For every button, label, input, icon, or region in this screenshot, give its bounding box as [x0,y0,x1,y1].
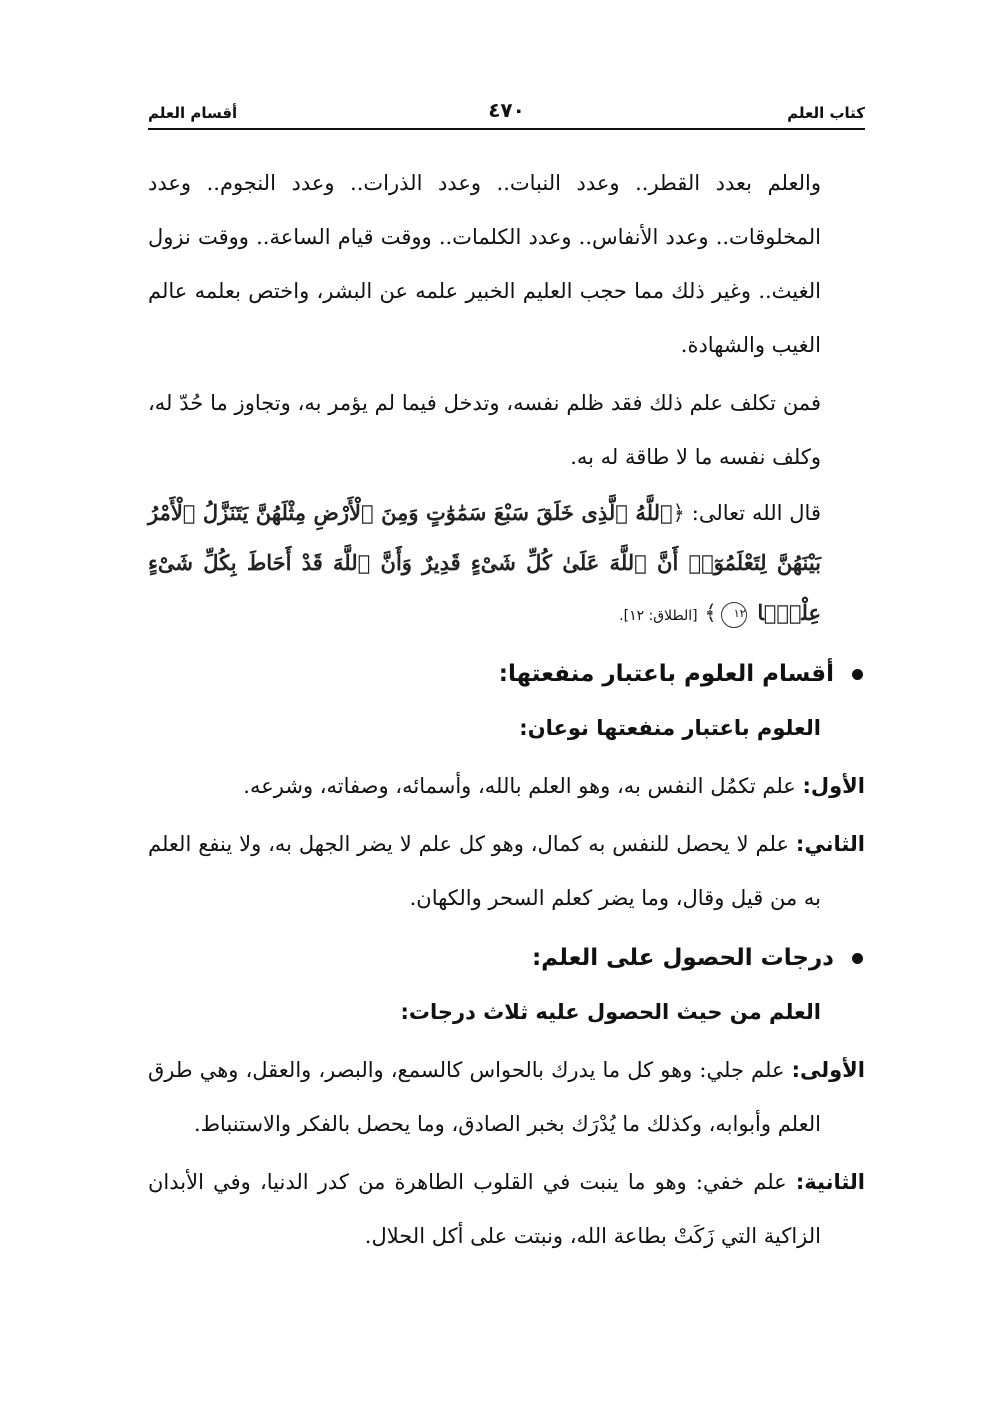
list-item-thaniya [148,1155,865,1263]
paragraph-unseen-knowledge: والعلم بعدد القطر.. وعدد النبات.. وعدد الذرات.. وعدد النجوم.. وعدد المخلوقات.. وعدد الأنفاس.. وعدد الكلمات.. ووقت قيام الساعة.. ووقت نزول الغيث.. وغير ذلك مما حجب العليم الخبير علمه عن البشر، واختص بعلمه عالم الغيب والشهادة. [148,171,821,357]
paragraph-overreach: فمن تكلف علم ذلك فقد ظلم نفسه، وتدخل فيما لم يؤمر به، وتجاوز ما حُدّ له، وكلف نفسه ما لا طاقة له به. [148,391,821,469]
item-text: علم جلي: وهو كل ما يدرك بالحواس كالسمع، والبصر، والعقل، وهي طرق العلم وأبوابه، وكذلك ما يُدْرَك بخبر الصادق، وما يحصل بالفكر والاستنباط. [148,1058,821,1136]
section-title: درجات الحصول على العلم: [531,945,834,971]
item-text: علم تكمُل النفس به، وهو العلم بالله، وأسمائه، وصفاته، وشرعه. [243,774,803,798]
quran-close-brace: ﴾ [704,601,717,625]
section-heading-benefit [148,647,865,701]
section-heading-levels [148,931,865,985]
list-item-first [148,759,865,813]
item-text: علم لا يحصل للنفس به كمال، وهو كل علم لا يضر الجهل به، ولا ينفع العلم به من قيل وقال، وما يضر كعلم السحر والكهان. [148,832,821,910]
chapter-title: أقسام العلم [148,104,238,122]
running-header [148,98,865,130]
page-body [148,156,865,1263]
page-number: ٤٧٠ [488,98,525,122]
bullet-icon [852,669,863,680]
list-item-ula [148,1043,865,1151]
ayah-number-marker: ١٢ [721,602,747,628]
item-label: الأولى: [791,1058,865,1082]
quran-reference: [الطلاق: ١٢]. [619,608,698,624]
item-label: الثانية: [795,1170,865,1194]
quran-intro: قال الله تعالى: [691,501,821,525]
quran-verse: ٱللَّهُ ٱلَّذِى خَلَقَ سَبْعَ سَمَٰوَٰتٍ وَمِنَ ٱلْأَرْضِ مِثْلَهُنَّ يَتَنَزَّلُ ٱلْأَمْرُ بَيْنَهُنَّ لِتَعْلَمُوٓا۟ أَنَّ ٱللَّهَ عَلَىٰ كُلِّ شَىْءٍ قَدِيرٌ وَأَنَّ ٱللَّهَ قَدْ أَحَاطَ بِكُلِّ شَىْءٍ عِلْمًۢا [148,500,821,625]
subheading-levels: العلم من حيث الحصول عليه ثلاث درجات: [400,1000,821,1024]
list-item-second [148,817,865,925]
item-text: علم خفي: وهو ما ينبت في القلوب الطاهرة من كدر الدنيا، وفي الأبدان الزاكية التي زَكَتْ بطاعة الله، ونبتت على أكل الحلال. [148,1170,821,1248]
subheading-benefit: العلوم باعتبار منفعتها نوعان: [519,716,821,740]
bullet-icon [852,953,863,964]
quran-open-brace: ﴿ [672,501,685,525]
item-label: الأول: [802,774,865,798]
item-label: الثاني: [795,832,865,856]
book-title: كتاب العلم [787,104,865,122]
section-title: أقسام العلوم باعتبار منفعتها: [498,661,834,687]
quran-citation [148,488,865,641]
